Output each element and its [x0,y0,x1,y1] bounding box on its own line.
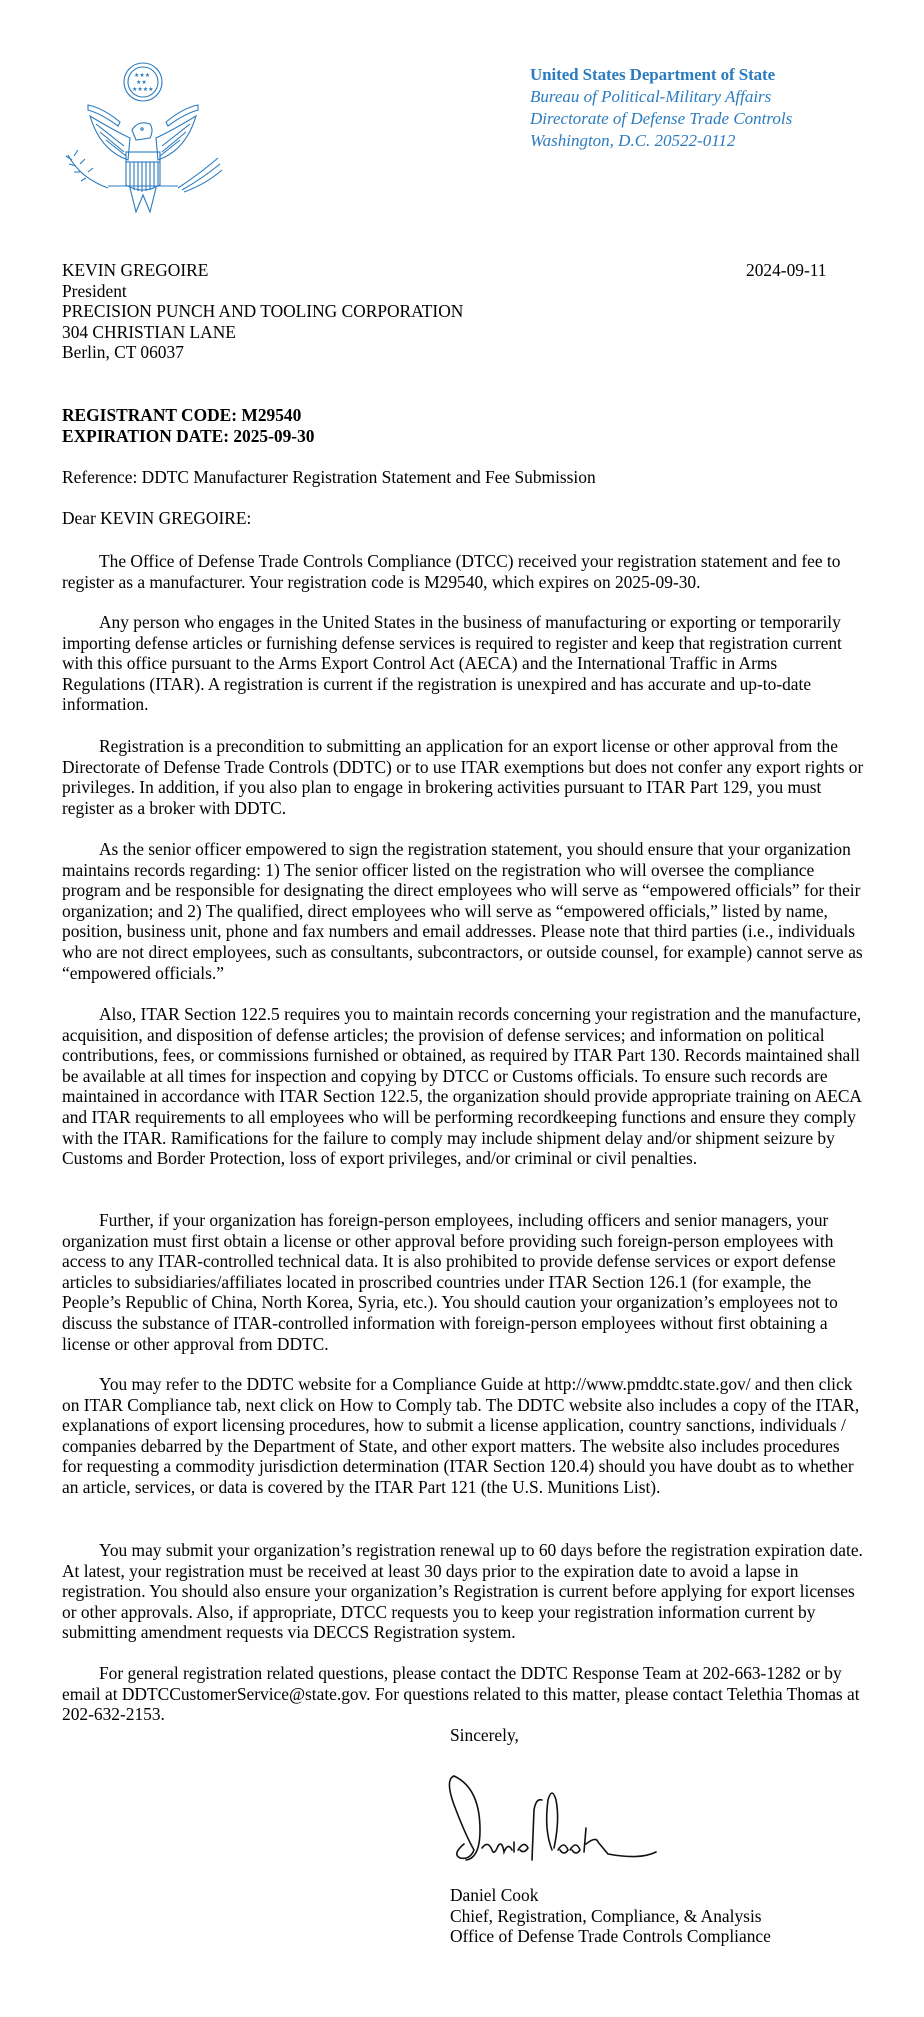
letterhead-address: Washington, D.C. 20522-0112 [530,131,736,150]
bureau-name: Bureau of Political-Military Affairs [530,87,772,106]
body-paragraph: Any person who engages in the United States in the business of manufacturing or exporting or temporarily importing defense articles or furnishing defense services is required to register and keep that registration current with this office pursuant to the Arms Export Control Act (AECA) and the International Traffic in Arms Regulations (ITAR). A registration is current if the registration is unexpired and has accurate and up-to-date information. [62,612,842,715]
reference-line [62,467,596,488]
recipient-title: President [62,280,127,301]
recipient-city: Berlin, CT 06037 [62,342,184,363]
salutation [62,508,251,529]
recipient-name: KEVIN GREGOIRE [62,260,209,280]
registrant-code: REGISTRANT CODE: M29540 [62,405,302,425]
directorate-name: Directorate of Defense Trade Controls [530,109,793,128]
recipient-street: 304 CHRISTIAN LANE [62,321,236,342]
expiration-date: EXPIRATION DATE: 2025-09-30 [62,425,315,446]
svg-text:★★★★: ★★★★ [132,87,154,93]
body-paragraph: The Office of Defense Trade Controls Compliance (DTCC) received your registration statement and fee to register as a manufacturer. Your registration code is M29540, which expires on 2025-09-30. [62,551,841,592]
recipient-address-block [62,260,463,363]
reference-text: Reference: DDTC Manufacturer Registration Statement and Fee Submission [62,467,596,487]
salutation-text: Dear KEVIN GREGOIRE: [62,508,252,528]
department-name: United States Department of State [530,65,776,84]
svg-text:★★★: ★★★ [134,73,151,79]
body-paragraph: As the senior officer empowered to sign the registration statement, you should ensure that your organization maintains records regarding: 1) The senior officer listed on the registration who will oversee the compliance program and be responsible for designating the direct employees who will serve as “empowered officials” for their organization; and 2) The qualified, direct employees who will serve as “empowered officials,” listed by name, position, business unit, phone and fax numbers and email addresses. Please note that third parties (i.e., individuals who are not direct employees, such as consultants, subcontractors, or outside counsel, for example) cannot serve as “empowered officials.” [62,839,863,983]
body-paragraph: Further, if your organization has foreign-person employees, including officers and senior managers, your organization must first obtain a license or other approval before providing such foreign-person employees with access to any ITAR-controlled technical data. It is also prohibited to provide defense services or export defense articles to subsidiaries/affiliates located in proscribed countries under ITAR Section 126.1 (for example, the People’s Republic of China, North Korea, Syria, etc.). You should caution your organization’s employees not to discuss the substance of ITAR-controlled information with foreign-person employees without first obtaining a license or other approval from DDTC. [62,1210,838,1354]
body-paragraph: You may refer to the DDTC website for a Compliance Guide at http://www.pmddtc.state.gov/ and then click on ITAR Compliance tab, next click on How to Comply tab. The DDTC website also includes a copy of the ITAR, explanations of export licensing procedures, how to submit a license application, country sanctions, individuals / companies debarred by the Department of State, and other export matters. The website also includes procedures for requesting a commodity jurisdiction determination (ITAR Section 120.4) should you have doubt as to whether an article, services, or data is covered by the ITAR Part 121 (the U.S. Munitions List). [62,1374,860,1497]
letter-date: 2024-09-11 [746,260,827,280]
signer-name: Daniel Cook [450,1885,539,1905]
signature-icon [440,1770,680,1870]
body-paragraph: Registration is a precondition to submitting an application for an export license or other approval from the Directorate of Defense Trade Controls (DDTC) or to use ITAR exemptions but does not confer any export rights or privileges. In addition, if you also plan to engage in brokering activities pursuant to ITAR Part 129, you must register as a broker with DDTC. [62,736,864,818]
letterhead [530,64,792,152]
registration-codes [62,405,315,446]
closing: Sincerely, [450,1725,519,1745]
recipient-company: PRECISION PUNCH AND TOOLING CORPORATION [62,301,464,322]
signer-office: Office of Defense Trade Controls Compliance [450,1926,771,1947]
signer-title: Chief, Registration, Compliance, & Analysis [450,1905,762,1926]
body-paragraph: You may submit your organization’s registration renewal up to 60 days before the registration expiration date. At latest, your registration must be received at least 30 days prior to the expiration date to avoid a lapse in registration. You should also ensure your organization’s Registration is current before applying for export licenses or other approvals. Also, if appropriate, DTCC requests you to keep your registration information current by submitting amendment requests via DECCS Registration system. [62,1540,863,1643]
signer-block [450,1885,771,1947]
great-seal-icon [58,60,228,220]
svg-text:★★: ★★ [136,80,147,86]
body-paragraph: For general registration related questions, please contact the DDTC Response Team at 202-663-1282 or by email at DDTCCustomerService@state.gov. For questions related to this matter, please contact Telethia Thomas at 202-632-2153. [62,1663,860,1725]
body-paragraph: Also, ITAR Section 122.5 requires you to maintain records concerning your registration and the manufacture, acquisition, and disposition of defense articles; the provision of defense services; and information on political contributions, fees, or commissions furnished or obtained, as required by ITAR Part 130. Records maintained shall be available at all times for inspection and copying by DTCC or Customs officials. To ensure such records are maintained in accordance with ITAR Section 122.5, the organization should provide appropriate training on AECA and ITAR requirements to all employees who will be performing recordkeeping functions and ensure they comply with the ITAR. Ramifications for the failure to comply may include shipment delay and/or shipment seizure by Customs and Border Protection, loss of export privileges, and/or criminal or civil penalties. [62,1004,862,1169]
